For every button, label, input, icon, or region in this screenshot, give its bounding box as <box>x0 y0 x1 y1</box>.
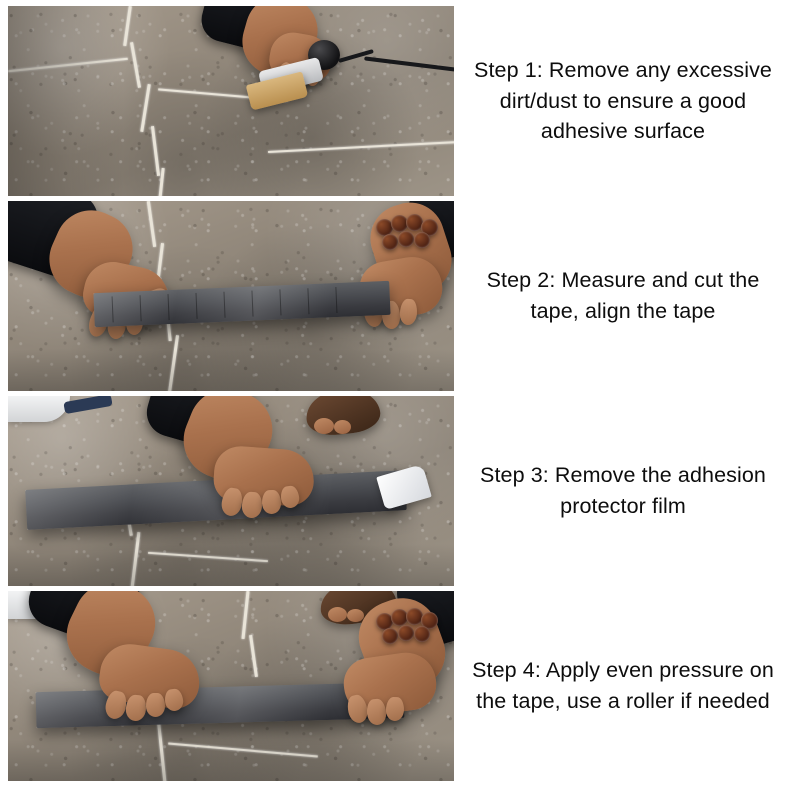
finger <box>146 693 165 717</box>
photo-shading <box>8 739 454 781</box>
finger <box>262 490 282 515</box>
beaded-bracelet <box>398 231 414 247</box>
step-3-photo <box>8 396 454 586</box>
step-1-caption <box>454 6 792 196</box>
beaded-bracelet <box>382 628 398 644</box>
beaded-bracelet <box>382 234 398 250</box>
beaded-bracelet <box>398 625 414 641</box>
step-row-1 <box>8 6 792 196</box>
beaded-bracelet <box>414 626 430 642</box>
step-3-caption <box>454 396 792 586</box>
photo-shading <box>8 6 124 196</box>
step-2-photo <box>8 201 454 391</box>
step-2-caption-text: Step 2: Measure and cut the tape, align the tape <box>486 268 760 323</box>
toe <box>334 420 351 434</box>
step-4-caption-text: Step 4: Apply even pressure on the tape, use a roller if needed <box>472 658 774 713</box>
toe <box>328 607 347 622</box>
step-3-caption-text: Step 3: Remove the adhesion protector film <box>480 463 766 518</box>
step-1-caption-text: Step 1: Remove any excessive dirt/dust to ensure a good adhesive surface <box>474 58 772 144</box>
step-1-photo <box>8 6 454 196</box>
step-4-caption <box>454 591 792 781</box>
step-row-4 <box>8 591 792 781</box>
toe <box>314 418 334 434</box>
beaded-bracelet <box>414 232 430 248</box>
step-row-2 <box>8 201 792 391</box>
step-4-photo <box>8 591 454 781</box>
step-2-caption <box>454 201 792 391</box>
photo-shading <box>8 544 454 586</box>
step-row-3 <box>8 396 792 586</box>
photo-shading <box>8 349 454 391</box>
